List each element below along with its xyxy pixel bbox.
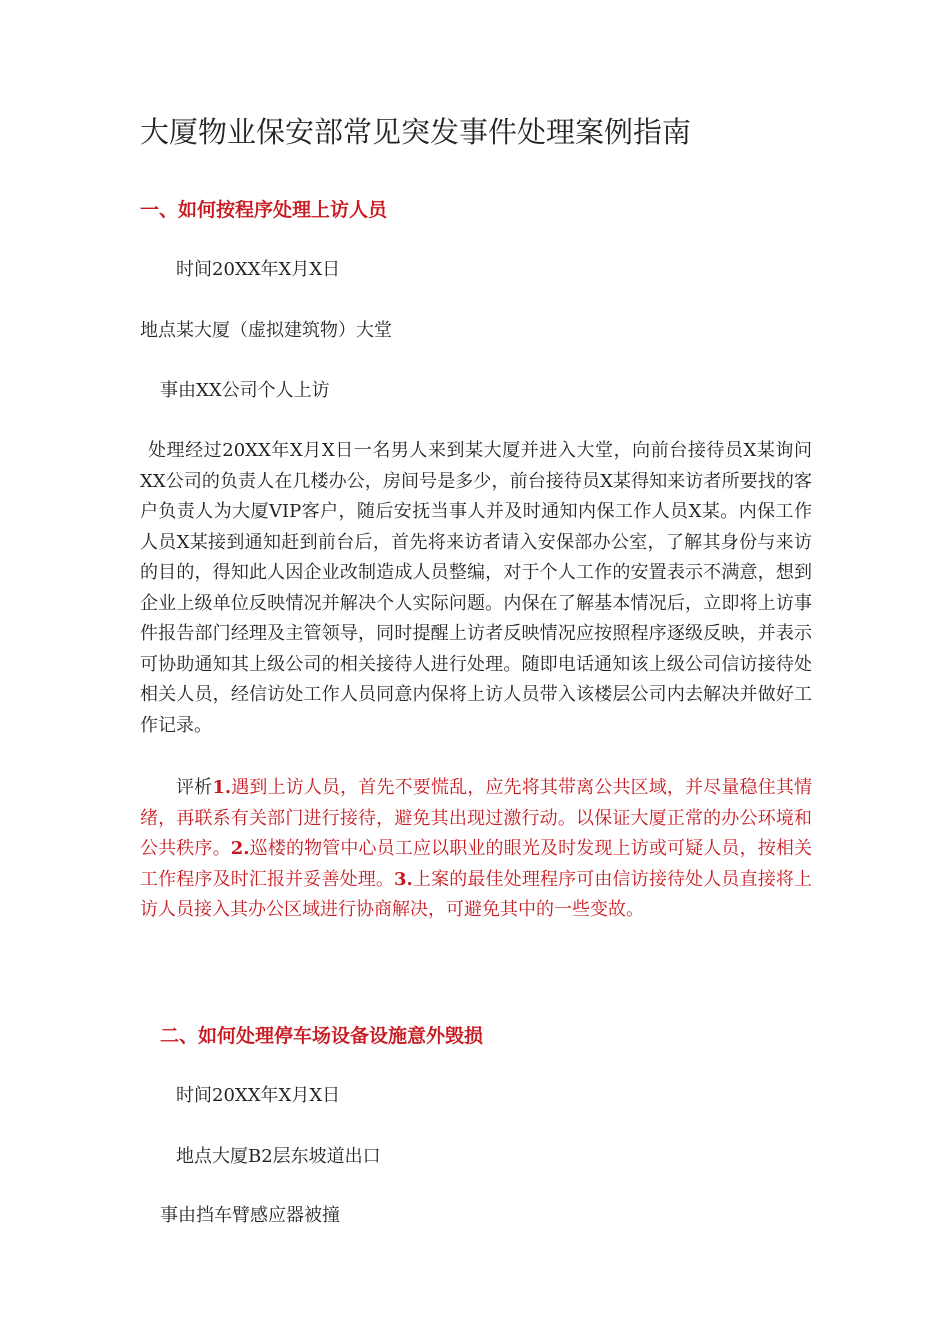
section-1-process: 处理经过20XX年X月X日一名男人来到某大厦并进入大堂，向前台接待员X某询问XX公司的负责人在几楼办公，房间号是多少，前台接待员X某得知来访者所要找的客户负责人为大厦VIP客户，随后安抚当事人并及时通知内保工作人员X某。内保工作人员X某接到通知赶到前台后，首先将来访者请入安保部办公室，了解其身份与来访的目的，得知此人因企业改制造成人员整编，对于个人工作的安置表示不满意，想到企业上级单位反映情况并解决个人实际问题。内保在了解基本情况后，立即将上访事件报告部门经理及主管领导，同时提醒上访者反映情况应按照程序逐级反映，并表示可协助通知其上级公司的相关接待人进行处理。随即电话通知该上级公司信访接待处相关人员，经信访处工作人员同意内保将上访人员带入该楼层公司内去解决并做好工作记录。: [140, 440, 812, 736]
analysis-point-2-number: 2.: [230, 838, 250, 859]
analysis-point-2-text: 巡楼的物管中心员工应以职业的眼光及时发现上访或可疑人员，按相关工作程序及时汇报并妥善处理。: [140, 838, 813, 890]
section-2-heading: 二、如何处理停车场设备设施意外毁损: [160, 1025, 484, 1047]
analysis-point-3-text: 上案的最佳处理程序可由信访接待处人员直接将上访人员接入其办公区域进行协商解决，可避免其中的一些变故。: [140, 868, 813, 920]
section-2-cause: 事由挡车臂感应器被撞: [160, 1205, 340, 1226]
document-title: 大厦物业保安部常见突发事件处理案例指南: [140, 115, 692, 149]
section-2-time: 时间20XX年X月X日: [176, 1085, 341, 1106]
section-1-time: 时间20XX年X月X日: [176, 259, 341, 280]
section-2-location: 地点大厦B2层东坡道出口: [176, 1146, 381, 1167]
section-1-heading: 一、如何按程序处理上访人员: [140, 199, 388, 221]
analysis-point-1-number: 1.: [212, 777, 232, 798]
section-1-analysis: [140, 773, 812, 926]
analysis-point-3-number: 3.: [394, 868, 413, 890]
section-1-cause: 事由XX公司个人上访: [160, 380, 330, 401]
analysis-label: 评析: [176, 777, 213, 798]
section-1-location: 地点某大厦（虚拟建筑物）大堂: [140, 320, 392, 341]
analysis-point-1-text: 遇到上访人员，首先不要慌乱，应先将其带离公共区域，并尽量稳住其情绪，再联系有关部门进行接待，避免其出现过激行动。以保证大厦正常的办公环境和公共秩序。: [140, 777, 813, 859]
